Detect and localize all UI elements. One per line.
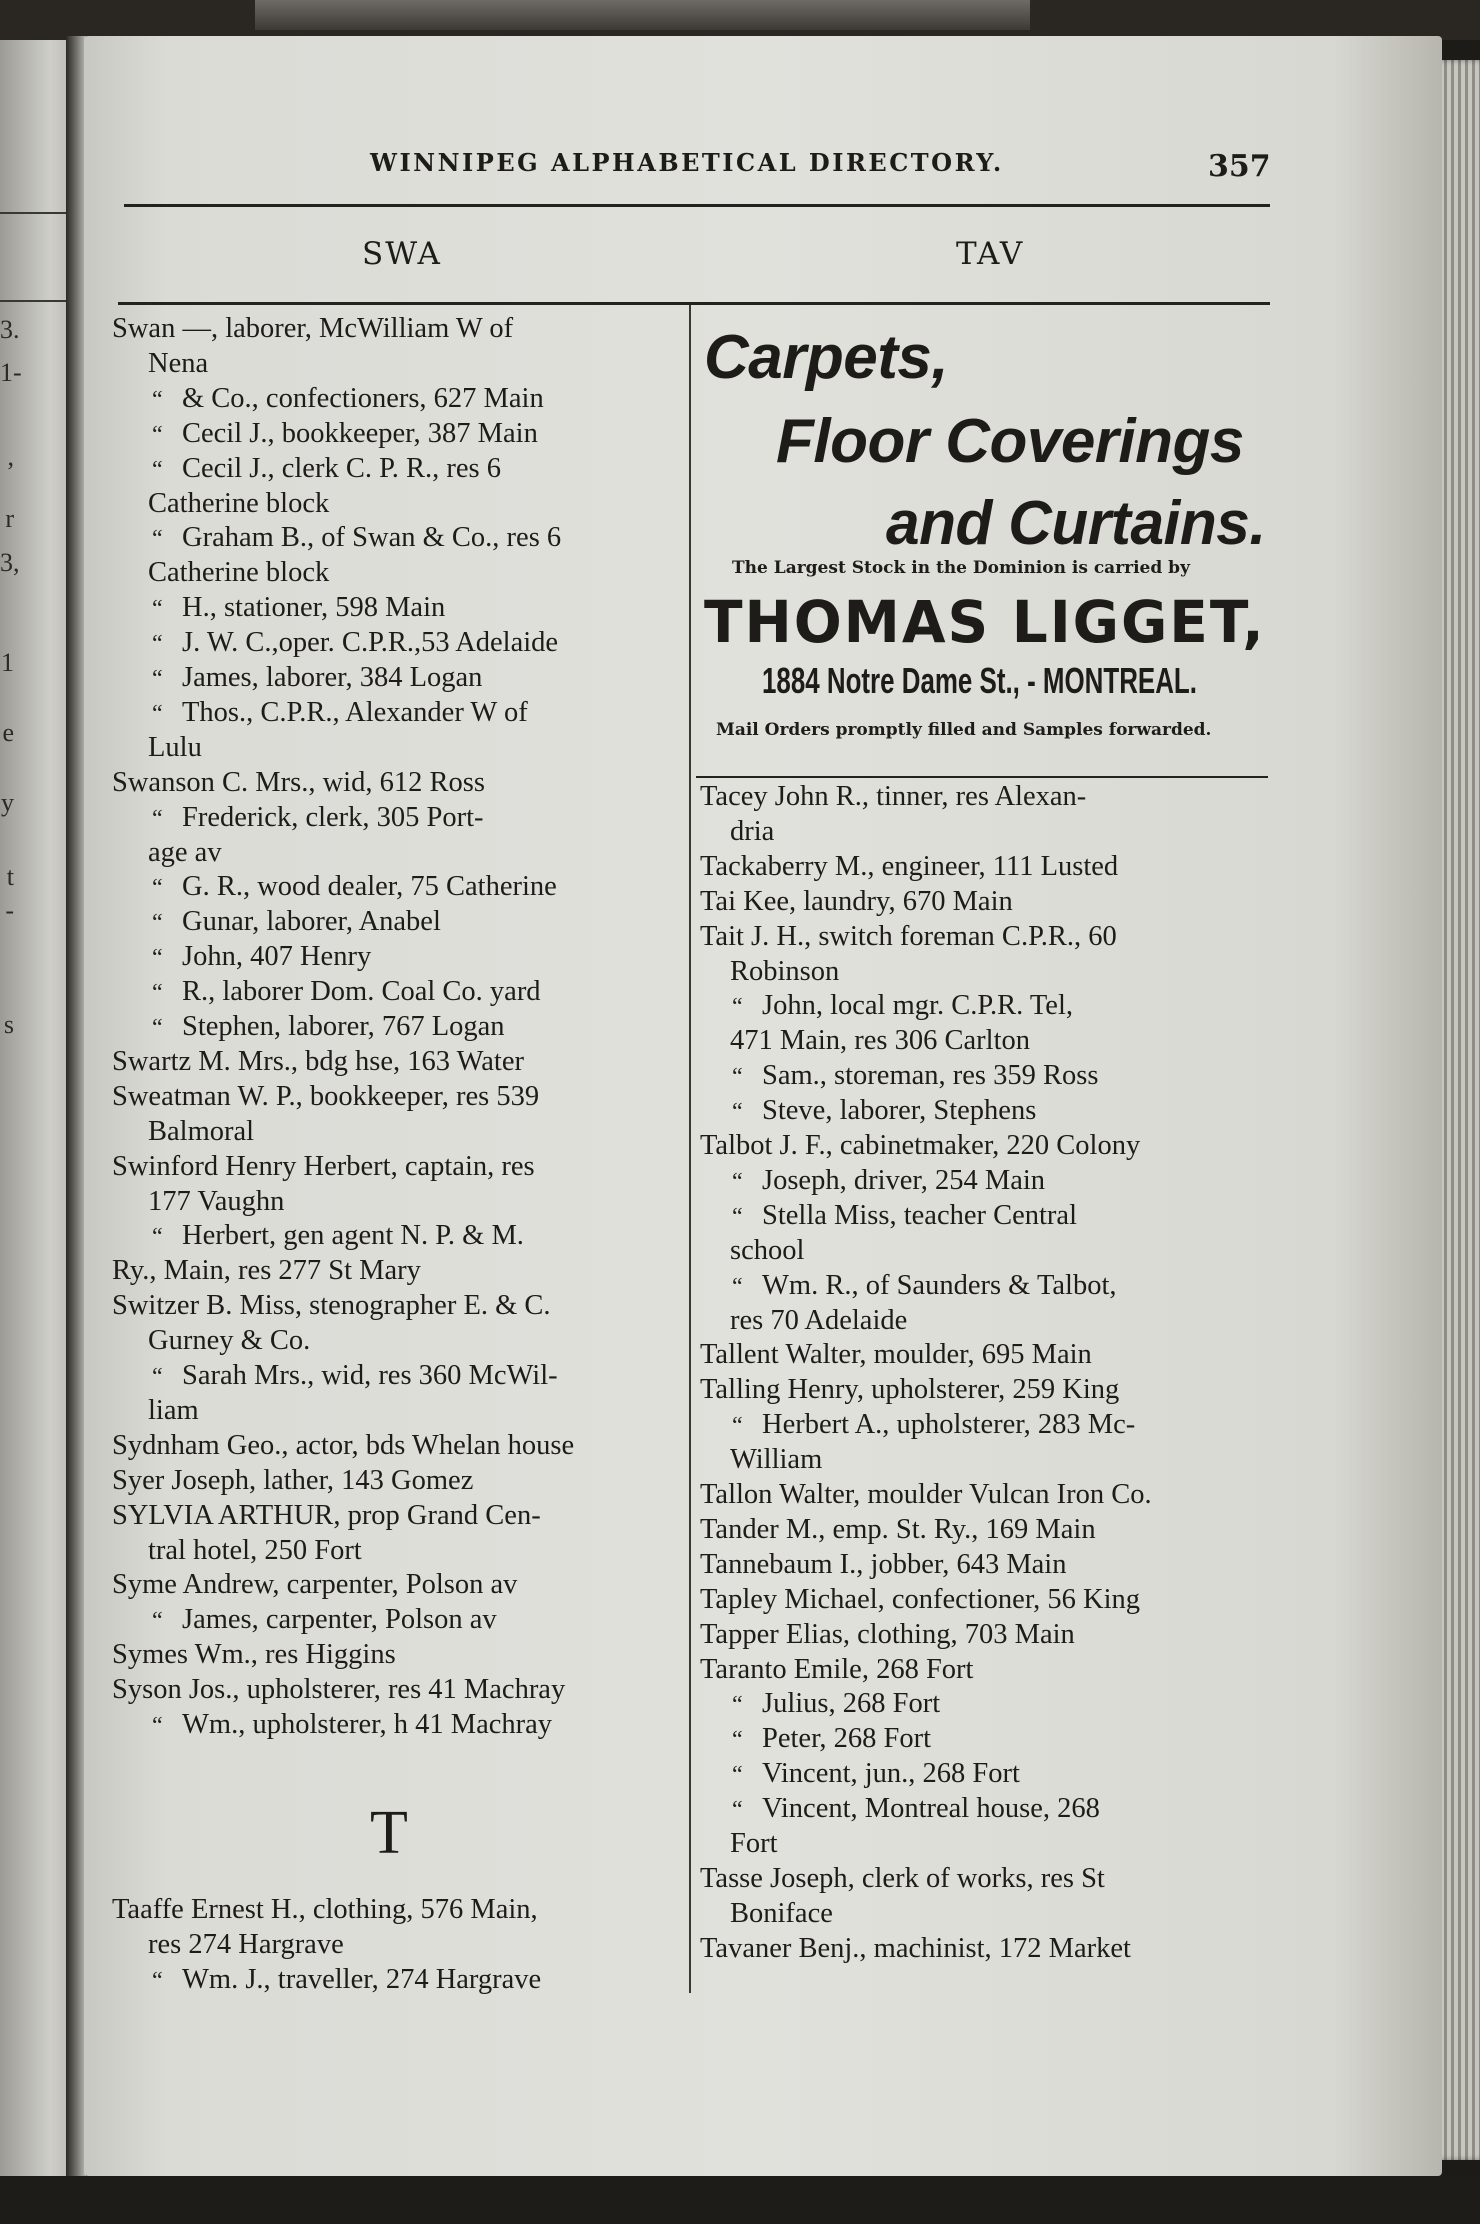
directory-entry-line (152, 975, 541, 1010)
ditto-mark: “ (152, 1608, 163, 1635)
directory-entry-line (700, 850, 1118, 884)
ditto-mark: “ (732, 1203, 743, 1230)
ad-headline-2: Floor Coverings (776, 407, 1244, 476)
ditto-mark: “ (152, 980, 163, 1007)
directory-entry-line (152, 452, 501, 487)
top-photo-strip (0, 0, 1480, 40)
ad-address: 1884 Notre Dame St., - MONTREAL. (762, 660, 1197, 701)
directory-entry-line (148, 1928, 344, 1962)
entry-text: Fort (730, 1828, 778, 1859)
ad-tagline: The Largest Stock in the Dominion is carried by (732, 558, 1190, 578)
ditto-mark: “ (152, 421, 163, 448)
directory-entry-line (152, 591, 445, 626)
advertisement-block (696, 300, 1276, 770)
facing-page-fragment: , (7, 442, 14, 471)
entry-text: Swinford Henry Herbert, captain, res (112, 1150, 535, 1182)
ditto-mark: “ (152, 1713, 163, 1739)
ditto-mark: “ (152, 1015, 163, 1041)
entry-text: Sydnham Geo., actor, bds Whelan house (112, 1429, 575, 1461)
entry-text: dria (730, 815, 775, 847)
ditto-mark: “ (152, 666, 163, 692)
directory-entry-line (732, 1792, 1100, 1827)
directory-entry-line (732, 1199, 1077, 1234)
directory-entry-line (700, 1478, 1152, 1512)
entry-text: Sarah Mrs., wid, res 360 McWil- (182, 1360, 558, 1391)
entry-text: Switzer B. Miss, stenographer E. & C. (112, 1290, 551, 1322)
ditto-mark: “ (152, 596, 163, 623)
entry-text: Balmoral (148, 1115, 255, 1147)
entry-text: Herbert A., upholsterer, 283 Mc- (762, 1409, 1136, 1441)
entry-text: 177 Vaughn (148, 1185, 285, 1217)
directory-entry-line (732, 989, 1073, 1024)
entry-text: Tallent Walter, moulder, 695 Main (700, 1339, 1092, 1371)
directory-entry-line (732, 1687, 940, 1722)
entry-text: Wm., upholsterer, h 41 Machray (182, 1709, 553, 1740)
entry-text: Frederick, clerk, 305 Port- (182, 801, 484, 833)
directory-entry-line (700, 1583, 1140, 1617)
ditto-mark: “ (152, 700, 163, 727)
ditto-mark: “ (732, 1273, 743, 1300)
entry-text: Vincent, Montreal house, 268 (762, 1793, 1100, 1825)
entry-text: Julius, 268 Fort (762, 1688, 941, 1720)
directory-entry-line (152, 626, 558, 661)
directory-entry-line (112, 1673, 565, 1707)
directory-entry-line (152, 1010, 505, 1045)
page-number: 357 (1208, 149, 1271, 184)
directory-entry-line (112, 1464, 473, 1498)
ad-firm-name: THOMAS LIGGET, (704, 588, 1266, 656)
entry-text: Tasse Joseph, clerk of works, res St (700, 1862, 1105, 1894)
entry-text: Nena (148, 347, 209, 379)
entry-text: Tander M., emp. St. Ry., 169 Main (700, 1513, 1096, 1545)
directory-entry-line (152, 1708, 552, 1743)
entry-text: Tai Kee, laundry, 670 Main (700, 885, 1013, 917)
directory-entry-line (148, 1115, 254, 1149)
directory-entry-line (730, 1443, 822, 1477)
facing-photo-edge (255, 0, 1030, 30)
directory-entry-line (700, 1862, 1105, 1896)
directory-entry-line (112, 1638, 396, 1672)
facing-page-fragment: t (6, 862, 14, 891)
ditto-mark: “ (732, 1797, 743, 1824)
entry-text: Robinson (730, 955, 840, 987)
ditto-mark: “ (152, 945, 163, 972)
entry-text: Catherine block (148, 487, 330, 519)
entry-text: Catherine block (148, 557, 330, 589)
directory-entry-line (152, 696, 528, 731)
entry-text: Talling Henry, upholsterer, 259 King (700, 1374, 1120, 1406)
directory-entry-line (732, 1094, 1036, 1129)
directory-entry-line (700, 1513, 1096, 1547)
directory-entry-line (152, 521, 561, 556)
directory-entry-line (700, 1653, 973, 1687)
entry-text: Gurney & Co. (148, 1325, 311, 1357)
ditto-mark: “ (152, 875, 163, 902)
directory-entry-line (112, 1568, 517, 1602)
directory-entry-line (730, 955, 839, 989)
ditto-mark: “ (732, 1099, 743, 1126)
directory-entry-line (148, 1534, 362, 1568)
entry-text: Boniface (730, 1897, 833, 1929)
entry-text: H., stationer, 598 Main (182, 592, 446, 624)
column-divider (689, 305, 691, 1993)
directory-entry-line (700, 780, 1086, 814)
directory-entry-line (112, 1893, 538, 1927)
entry-text: SYLVIA ARTHUR, prop Grand Cen- (112, 1499, 541, 1531)
entry-text: Sam., storeman, res 359 Ross (762, 1060, 1099, 1092)
directory-entry-line (152, 1963, 541, 1998)
directory-entry-line (152, 1219, 524, 1254)
entry-text: Tackaberry M., engineer, 111 Lusted (700, 850, 1119, 882)
directory-entry-line (730, 1897, 833, 1931)
left-column-head: SWA (362, 236, 442, 272)
directory-entry-line (700, 1373, 1119, 1407)
entry-text: Tannebaum I., jobber, 643 Main (700, 1548, 1067, 1580)
ditto-mark: “ (152, 386, 163, 413)
directory-entry-line (148, 347, 208, 381)
directory-entry-line (148, 1185, 284, 1219)
entry-text: age av (148, 836, 222, 868)
directory-entry-line (152, 382, 544, 417)
entry-text: Tait J. H., switch foreman C.P.R., 60 (700, 920, 1117, 952)
directory-entry-line (112, 1150, 535, 1184)
entry-text: Taaffe Ernest H., clothing, 576 Main, (112, 1894, 538, 1925)
ditto-mark: “ (152, 1224, 163, 1251)
entry-text: Thos., C.P.R., Alexander W of (182, 696, 528, 728)
section-letter-heading: T (370, 1799, 408, 1867)
entry-text: John, 407 Henry (182, 941, 372, 973)
directory-entry-line (732, 1164, 1045, 1199)
directory-entry-line (112, 1499, 541, 1533)
directory-entry-line (730, 1234, 804, 1268)
directory-entry-line (112, 1080, 539, 1114)
facing-page-fragment: y (1, 788, 14, 817)
facing-page-fragment: 1- (0, 358, 22, 387)
ditto-mark: “ (152, 1364, 163, 1390)
entry-text: Syme Andrew, carpenter, Polson av (112, 1569, 518, 1601)
entry-text: Swanson C. Mrs., wid, 612 Ross (112, 766, 485, 798)
ad-headline-1: Carpets, (704, 323, 949, 392)
directory-entry-line (730, 1304, 907, 1338)
entry-text: Wm. J., traveller, 274 Hargrave (182, 1963, 542, 1995)
directory-entry-line (148, 836, 222, 870)
facing-page-rule (0, 300, 72, 302)
entry-text: liam (148, 1394, 199, 1426)
running-header: WINNIPEG ALPHABETICAL DIRECTORY. (370, 148, 1004, 177)
entry-text: James, laborer, 384 Logan (182, 662, 483, 693)
directory-entry-line (112, 1429, 574, 1463)
directory-entry-line (700, 1932, 1131, 1966)
entry-text: Ry., Main, res 277 St Mary (112, 1255, 421, 1287)
facing-page-fragment: s (3, 1010, 14, 1039)
entry-text: Steve, laborer, Stephens (762, 1095, 1037, 1127)
ditto-mark: “ (152, 1967, 163, 1994)
directory-entry-line (732, 1269, 1116, 1304)
entry-text: school (730, 1234, 805, 1266)
directory-entry-line (152, 1603, 497, 1638)
ditto-mark: “ (152, 631, 163, 658)
entry-text: G. R., wood dealer, 75 Catherine (182, 871, 557, 903)
facing-page-edge (0, 40, 72, 2224)
directory-entry-line (112, 1289, 551, 1323)
facing-page-fragment: - (5, 896, 14, 925)
ditto-mark: “ (152, 805, 163, 832)
entry-text: res 70 Adelaide (730, 1304, 908, 1336)
entry-text: Swartz M. Mrs., bdg hse, 163 Water (112, 1045, 524, 1077)
directory-entry-line (152, 801, 484, 836)
entry-text: Tapper Elias, clothing, 703 Main (700, 1618, 1075, 1650)
entry-text: Herbert, gen agent N. P. & M. (182, 1220, 524, 1252)
entry-text: Syson Jos., upholsterer, res 41 Machray (112, 1674, 566, 1706)
ad-headline-3: and Curtains. (886, 489, 1266, 558)
entry-text: R., laborer Dom. Coal Co. yard (182, 976, 541, 1008)
ditto-mark: “ (732, 994, 743, 1021)
ditto-mark: “ (732, 1692, 743, 1719)
directory-entry-line (148, 556, 329, 590)
entry-text: Tacey John R., tinner, res Alexan- (700, 781, 1087, 812)
facing-page-fragment: 3. (0, 315, 20, 344)
entry-text: Syer Joseph, lather, 143 Gomez (112, 1464, 474, 1496)
directory-entry-line (732, 1757, 1020, 1792)
directory-entry-line (152, 870, 557, 905)
directory-entry-line (732, 1059, 1098, 1094)
directory-entry-line (148, 731, 202, 765)
ditto-mark: “ (732, 1064, 743, 1091)
entry-text: Stella Miss, teacher Central (762, 1199, 1077, 1231)
entry-text: Joseph, driver, 254 Main (762, 1164, 1046, 1196)
directory-entry-line (700, 920, 1117, 954)
entry-text: Gunar, laborer, Anabel (182, 906, 441, 938)
entry-text: tral hotel, 250 Fort (148, 1534, 362, 1566)
directory-entry-line (152, 417, 538, 452)
entry-text: William (730, 1444, 823, 1476)
entry-text: Symes Wm., res Higgins (112, 1639, 396, 1671)
entry-text: John, local mgr. C.P.R. Tel, (762, 990, 1073, 1022)
directory-entry-line (700, 1618, 1075, 1652)
directory-entry-line (730, 1024, 1030, 1058)
directory-entry-line (152, 905, 441, 940)
facing-page-fragment: r (5, 504, 14, 533)
directory-entry-line (700, 1338, 1092, 1372)
entry-text: Stephen, laborer, 767 Logan (182, 1011, 505, 1042)
directory-entry-line (700, 1129, 1140, 1163)
entry-text: Wm. R., of Saunders & Talbot, (762, 1269, 1117, 1301)
directory-entry-line (112, 312, 513, 346)
directory-entry-line (112, 1045, 524, 1079)
directory-entry-line (152, 1359, 558, 1394)
entry-text: Tavaner Benj., machinist, 172 Market (700, 1932, 1131, 1964)
directory-entry-line (152, 661, 482, 696)
directory-entry-line (148, 1394, 199, 1428)
directory-entry-line (700, 1548, 1066, 1582)
directory-entry-line (148, 1324, 310, 1358)
directory-entry-line (112, 1254, 421, 1288)
entry-text: res 274 Hargrave (148, 1928, 344, 1960)
entry-text: Lulu (148, 731, 202, 763)
entry-text: Tapley Michael, confectioner, 56 King (700, 1583, 1141, 1615)
facing-page-fragment: 3, (0, 548, 20, 577)
header-rule (124, 204, 1270, 207)
entry-text: Sweatman W. P., bookkeeper, res 539 (112, 1080, 540, 1112)
directory-entry-line (148, 487, 329, 521)
directory-entry-line (732, 1408, 1135, 1443)
entry-text: 471 Main, res 306 Carlton (730, 1025, 1031, 1057)
directory-entry-line (732, 1722, 931, 1757)
entry-text: Vincent, jun., 268 Fort (762, 1758, 1020, 1790)
directory-entry-line (730, 1827, 778, 1861)
entry-text: James, carpenter, Polson av (182, 1604, 497, 1636)
bottom-shadow (0, 2176, 1480, 2224)
entry-text: Peter, 268 Fort (762, 1723, 932, 1755)
directory-entry-line (112, 766, 485, 800)
book-gutter (66, 36, 86, 2224)
directory-entry-line (730, 815, 774, 849)
ditto-mark: “ (732, 1762, 743, 1789)
ditto-mark: “ (152, 910, 163, 937)
directory-entry-line (152, 940, 371, 975)
entry-text: Taranto Emile, 268 Fort (700, 1653, 974, 1685)
entry-text: Cecil J., clerk C. P. R., res 6 (182, 452, 502, 484)
entry-text: Talbot J. F., cabinetmaker, 220 Colony (700, 1130, 1141, 1161)
facing-page-rule (0, 212, 72, 214)
ad-mail-orders: Mail Orders promptly filled and Samples forwarded. (716, 720, 1212, 740)
entry-text: J. W. C.,oper. C.P.R.,53 Adelaide (182, 627, 559, 659)
facing-page-fragment: 1 (1, 648, 14, 677)
entry-text: Tallon Walter, moulder Vulcan Iron Co. (700, 1479, 1152, 1510)
ditto-mark: “ (732, 1168, 743, 1195)
entry-text: Graham B., of Swan & Co., res 6 (182, 522, 562, 554)
ditto-mark: “ (732, 1727, 743, 1754)
ditto-mark: “ (732, 1413, 743, 1440)
ditto-mark: “ (152, 526, 163, 553)
right-column-head: TAV (956, 236, 1025, 272)
entry-text: & Co., confectioners, 627 Main (182, 382, 544, 414)
ditto-mark: “ (152, 456, 163, 483)
entry-text: Swan —, laborer, McWilliam W of (112, 313, 514, 344)
ad-bottom-rule (696, 776, 1268, 778)
directory-entry-line (700, 885, 1013, 919)
facing-page-fragment: e (2, 718, 14, 747)
entry-text: Cecil J., bookkeeper, 387 Main (182, 417, 538, 449)
